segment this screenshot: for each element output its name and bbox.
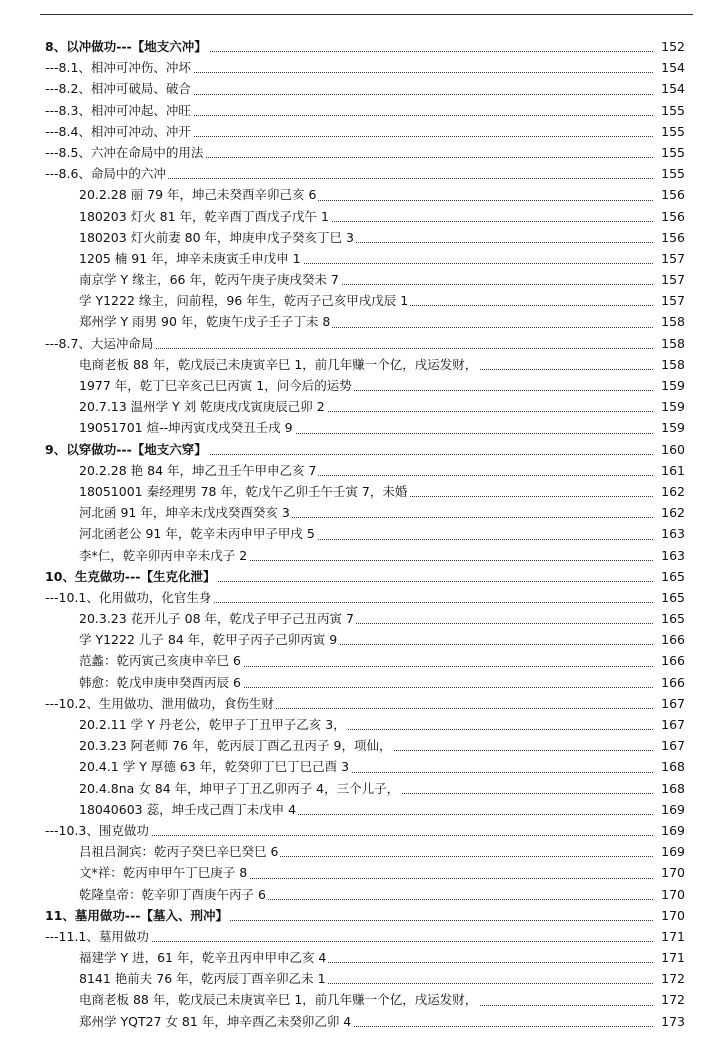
toc-entry[interactable]	[0, 672, 723, 693]
toc-entry-title: 学 Y1222 儿子 84 年，乾甲子丙子己卯丙寅 9	[79, 629, 339, 650]
header-rule	[40, 14, 693, 15]
toc-entry[interactable]	[0, 735, 723, 756]
toc-entry[interactable]	[0, 650, 723, 671]
toc-entry-title: ---8.1、相冲可冲伤、冲坏	[45, 57, 193, 78]
toc-entry[interactable]	[0, 36, 723, 57]
toc-entry-page: 160	[655, 439, 685, 460]
toc-entry-title: ---10.3、围克做功	[45, 820, 151, 841]
toc-entry-title: 20.2.11 学 Y 丹老公，乾甲子丁丑甲子乙亥 3，	[79, 714, 348, 735]
toc-entry-title: 范蠡：乾丙寅己亥庚申辛巳 6	[79, 650, 243, 671]
toc-entry[interactable]	[0, 714, 723, 735]
table-of-contents	[0, 36, 723, 1032]
toc-entry-title: ---8.7、大运冲命局	[45, 333, 155, 354]
toc-entry-title: 18051001 秦经理男 78 年，乾戊午乙卯壬午壬寅 7，未婚	[79, 481, 409, 502]
toc-entry-page: 158	[655, 333, 685, 354]
toc-entry-page: 157	[655, 248, 685, 269]
toc-entry-page: 161	[655, 460, 685, 481]
toc-entry-title: ---11.1、墓用做功	[45, 926, 151, 947]
toc-entry-title: 乾隆皇帝：乾辛卯丁酉庚午丙子 6	[79, 884, 268, 905]
toc-entry-page: 157	[655, 290, 685, 311]
toc-entry-title: 20.2.28 艳 84 年，坤乙丑壬午甲申乙亥 7	[79, 460, 318, 481]
toc-entry-title: ---10.1、化用做功，化官生身	[45, 587, 213, 608]
toc-entry-page: 158	[655, 354, 685, 375]
toc-entry-title: ---8.2、相冲可破局、破合	[45, 78, 193, 99]
toc-entry[interactable]	[0, 184, 723, 205]
toc-entry-page: 159	[655, 417, 685, 438]
toc-entry[interactable]	[0, 206, 723, 227]
toc-entry[interactable]	[0, 439, 723, 460]
toc-entry-title: 20.7.13 温州学 Y 刘 乾庚戌戊寅庚辰己卯 2	[79, 396, 327, 417]
toc-entry[interactable]	[0, 100, 723, 121]
toc-entry[interactable]	[0, 248, 723, 269]
toc-entry[interactable]	[0, 481, 723, 502]
toc-entry-page: 152	[655, 36, 685, 57]
toc-entry-page: 169	[655, 841, 685, 862]
toc-entry-title: ---8.4、相冲可冲动、冲开	[45, 121, 193, 142]
toc-entry-page: 155	[655, 142, 685, 163]
toc-entry[interactable]	[0, 121, 723, 142]
toc-entry-page: 165	[655, 587, 685, 608]
toc-entry[interactable]	[0, 545, 723, 566]
toc-entry-title: 郑州学 Y 雨男 90 年，乾庚午戊子壬子丁未 8	[79, 311, 332, 332]
toc-entry-title: 20.4.1 学 Y 厚德 63 年，乾癸卯丁巳丁巳己酉 3	[79, 756, 351, 777]
toc-entry-page: 173	[655, 1011, 685, 1032]
toc-entry[interactable]	[0, 820, 723, 841]
toc-entry-page: 165	[655, 566, 685, 587]
toc-entry[interactable]	[0, 227, 723, 248]
toc-entry-title: 180203 灯火 81 年，乾辛酉丁酉戊子戊午 1	[79, 206, 331, 227]
toc-entry[interactable]	[0, 587, 723, 608]
toc-entry-page: 154	[655, 57, 685, 78]
toc-entry-title: 文*祥：乾丙申甲午丁巳庚子 8	[79, 862, 249, 883]
toc-entry[interactable]	[0, 460, 723, 481]
toc-entry[interactable]	[0, 926, 723, 947]
toc-entry[interactable]	[0, 311, 723, 332]
toc-entry-title: 9、以穿做功---【地支六穿】	[45, 439, 209, 460]
toc-entry[interactable]	[0, 1011, 723, 1032]
toc-entry[interactable]	[0, 163, 723, 184]
toc-entry-title: ---8.3、相冲可冲起、冲旺	[45, 100, 193, 121]
toc-entry[interactable]	[0, 884, 723, 905]
toc-entry[interactable]	[0, 142, 723, 163]
toc-entry-title: 20.2.28 丽 79 年，坤己未癸酉辛卯己亥 6	[79, 184, 318, 205]
toc-entry[interactable]	[0, 57, 723, 78]
toc-entry[interactable]	[0, 862, 723, 883]
toc-entry-title: 1977 年，乾丁巳辛亥己巳丙寅 1，问今后的运势	[79, 375, 354, 396]
toc-entry-title: 郑州学 YQT27 女 81 年，坤辛酉乙未癸卯乙卯 4	[79, 1011, 353, 1032]
toc-entry[interactable]	[0, 78, 723, 99]
toc-entry[interactable]	[0, 778, 723, 799]
toc-entry[interactable]	[0, 290, 723, 311]
toc-entry-page: 169	[655, 820, 685, 841]
toc-entry-page: 154	[655, 78, 685, 99]
toc-entry[interactable]	[0, 523, 723, 544]
toc-entry-title: ---8.6、命局中的六冲	[45, 163, 168, 184]
toc-entry-page: 158	[655, 311, 685, 332]
toc-entry-page: 166	[655, 650, 685, 671]
toc-entry-page: 166	[655, 629, 685, 650]
toc-entry[interactable]	[0, 333, 723, 354]
toc-entry-page: 155	[655, 100, 685, 121]
toc-entry-page: 171	[655, 947, 685, 968]
toc-entry[interactable]	[0, 269, 723, 290]
toc-entry-page: 162	[655, 502, 685, 523]
toc-entry-page: 156	[655, 227, 685, 248]
toc-entry-title: 20.3.23 花开儿子 08 年，乾戊子甲子己丑丙寅 7	[79, 608, 356, 629]
toc-entry-page: 168	[655, 756, 685, 777]
toc-entry-page: 157	[655, 269, 685, 290]
toc-entry[interactable]	[0, 417, 723, 438]
toc-entry-title: 180203 灯火前妻 80 年，坤庚申戊子癸亥丁巳 3	[79, 227, 356, 248]
toc-entry-page: 159	[655, 396, 685, 417]
toc-entry[interactable]	[0, 566, 723, 587]
toc-entry-title: 20.4.8na 女 84 年，坤甲子丁丑乙卯丙子 4，三个儿子，	[79, 778, 401, 799]
toc-entry-page: 172	[655, 989, 685, 1010]
toc-entry-title: 电商老板 88 年，乾戊辰己未庚寅辛巳 1，前几年赚一个亿，戌运发财，	[79, 989, 479, 1010]
toc-entry[interactable]	[0, 756, 723, 777]
toc-entry[interactable]	[0, 693, 723, 714]
toc-entry-title: 学 Y1222 缘主，问前程，96 年生，乾丙子己亥甲戌戊辰 1	[79, 290, 410, 311]
toc-entry-page: 167	[655, 735, 685, 756]
toc-entry[interactable]	[0, 905, 723, 926]
toc-entry-title: 河北函 91 年，坤辛未戊戌癸酉癸亥 3	[79, 502, 292, 523]
toc-entry-page: 167	[655, 693, 685, 714]
toc-entry-page: 168	[655, 778, 685, 799]
toc-entry-title: 福建学 Y 进，61 年，乾辛丑丙申甲申乙亥 4	[79, 947, 328, 968]
toc-entry-page: 170	[655, 862, 685, 883]
toc-entry-page: 171	[655, 926, 685, 947]
toc-entry-title: 吕祖吕洞宾：乾丙子癸巳辛巳癸巳 6	[79, 841, 280, 862]
toc-entry-title: 18040603 蕊，坤壬戌己酉丁未戊申 4	[79, 799, 298, 820]
toc-entry-title: 8141 艳前夫 76 年，乾丙辰丁酉辛卯乙未 1	[79, 968, 328, 989]
toc-entry-page: 159	[655, 375, 685, 396]
toc-entry-title: 电商老板 88 年，乾戊辰己未庚寅辛巳 1，前几年赚一个亿，戌运发财，	[79, 354, 479, 375]
toc-entry-title: 韩愈：乾戊申庚申癸酉丙辰 6	[79, 672, 243, 693]
toc-entry-page: 156	[655, 206, 685, 227]
toc-entry-title: 1205 楠 91 年，坤辛未庚寅壬申戊申 1	[79, 248, 303, 269]
toc-entry[interactable]	[0, 989, 723, 1010]
toc-entry-page: 170	[655, 884, 685, 905]
toc-entry[interactable]	[0, 629, 723, 650]
toc-entry-page: 155	[655, 163, 685, 184]
toc-entry[interactable]	[0, 799, 723, 820]
toc-entry[interactable]	[0, 968, 723, 989]
toc-entry[interactable]	[0, 375, 723, 396]
toc-entry[interactable]	[0, 608, 723, 629]
toc-entry[interactable]	[0, 354, 723, 375]
toc-entry-page: 169	[655, 799, 685, 820]
toc-entry-title: ---8.5、六冲在命局中的用法	[45, 142, 205, 163]
toc-entry-page: 162	[655, 481, 685, 502]
toc-entry-page: 155	[655, 121, 685, 142]
toc-entry-page: 163	[655, 545, 685, 566]
toc-entry-page: 156	[655, 184, 685, 205]
toc-entry-page: 166	[655, 672, 685, 693]
toc-entry-title: 19051701 煊--坤丙寅戊戌癸丑壬戌 9	[79, 417, 295, 438]
toc-entry-title: 8、以冲做功---【地支六冲】	[45, 36, 209, 57]
toc-entry-page: 172	[655, 968, 685, 989]
toc-entry-title: 南京学 Y 缘主，66 年，乾丙午庚子庚戌癸未 7	[79, 269, 341, 290]
toc-entry[interactable]	[0, 502, 723, 523]
toc-entry-page: 163	[655, 523, 685, 544]
toc-entry-title: 10、生克做功---【生克化泄】	[45, 566, 217, 587]
toc-entry-page: 165	[655, 608, 685, 629]
toc-entry[interactable]	[0, 947, 723, 968]
toc-entry-title: ---10.2、生用做功、泄用做功，食伤生财	[45, 693, 276, 714]
toc-entry-page: 170	[655, 905, 685, 926]
toc-entry-title: 20.3.23 阿老师 76 年，乾丙辰丁酉乙丑丙子 9，项仙，	[79, 735, 393, 756]
toc-entry[interactable]	[0, 841, 723, 862]
toc-entry-page: 167	[655, 714, 685, 735]
toc-entry[interactable]	[0, 396, 723, 417]
toc-entry-title: 11、墓用做功---【墓入、刑冲】	[45, 905, 230, 926]
toc-entry-title: 河北函老公 91 年，乾辛未丙申甲子甲戌 5	[79, 523, 317, 544]
toc-entry-title: 李*仁，乾辛卯丙申辛未戊子 2	[79, 545, 249, 566]
